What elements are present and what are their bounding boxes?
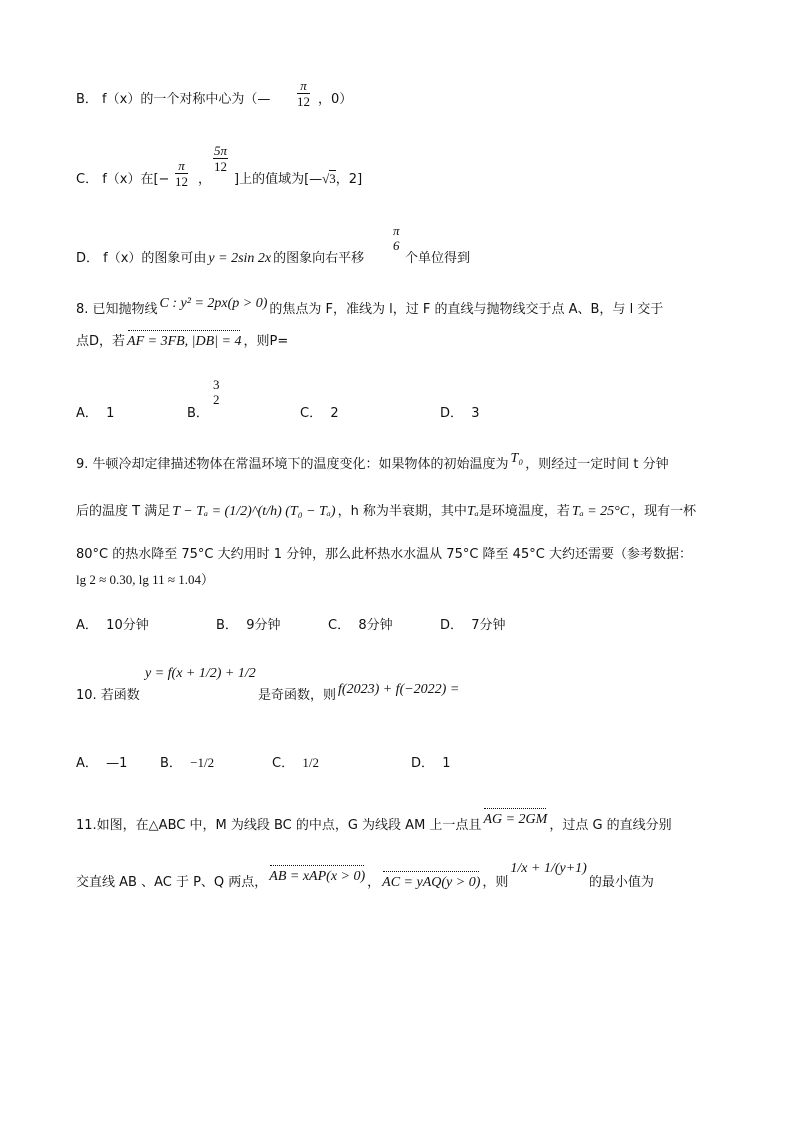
q10-choice-c: C． 1/2 [272,755,319,771]
q9-choice-c: C． 8分钟 [328,618,393,633]
q10-choice-d: D． 1 [411,756,451,771]
q9-line4: lg 2 ≈ 0.30, lg 11 ≈ 1.04） [76,572,215,587]
q9-choice-b: B． 9分钟 [216,618,281,633]
option-b: B． f（x）的一个对称中心为（— [76,92,271,107]
q8-line2: 点D，若 AF = 3FB, |DB| = 4 ，则P= [76,334,289,349]
fraction-pi-6: π 6 [393,223,400,253]
q8-choice-d: D． 3 [440,406,480,421]
q10-formula1: y = f(x + 1/2) + 1/2 [145,666,256,681]
fraction-pi-12: $\frac{\pi}{12}$ [297,78,310,109]
q10-line1: 10. 若函数 [76,688,140,703]
q11-line2: 交直线 AB 、AC 于 P、Q 两点， AB = xAP(x > 0) ， AC = yAQ(y > 0) ，则1/x + 1/(y+1)的最小值为 [76,861,654,890]
option-d: D． f（x）的图象可由 y = 2sin 2x 的图象向右平移 [76,251,365,266]
q9-choice-a: A． 10分钟 [76,618,149,633]
option-d-tail: 个单位得到 [405,251,471,266]
q11-line1: 11.如图，在△ABC 中，M 为线段 BC 的中点，G 为线段 AM 上一点且 AG = 2GM ，过点 G 的直线分别 [76,812,672,833]
q10-choice-b: B． −1/2 [160,755,215,771]
option-b-tail: ，0） [318,92,353,107]
q8-choice-a: A． 1 [76,406,115,421]
q8-choice-b: B． [187,406,209,421]
q8-line1: 8. 已知抛物线 C : y² = 2px(p > 0) 的焦点为 F，准线为 l，过 F 的直线与抛物线交于点 A、B，与 l 交于 [76,296,664,317]
option-c-range: ]上的值域为[—√3，2] [234,171,363,187]
q9-line3: 80°C 的热水降至 75°C 大约用时 1 分钟，那么此杯热水水温从 75°C 降至 45°C 大约还需要（参考数据： [76,547,692,562]
option-c: C． f（x）在[− [76,172,170,187]
q8-fraction-3-2: 3 2 [213,377,220,407]
q8-choice-c: C． 2 [300,406,339,421]
option-c-sep: ， [198,172,212,187]
q10-choice-a: A． —1 [76,756,128,771]
q10-line1b: 是奇函数，则 f(2023) + f(−2022) = [258,682,460,703]
q9-line1: 9. 牛顿冷却定律描述物体在常温环境下的温度变化：如果物体的初始温度为 T₀ ，则经过一定时间 t 分钟 [76,451,669,472]
sqrt-symbol: √3 [322,171,336,186]
q9-line2: 后的温度 T 满足 T − Tₐ = (1/2)^(t/h) (T₀ − Tₐ) ，h 称为半衰期，其中Tₐ是环境温度，若 Tₐ = 25°C ，现有一杯 [76,504,697,519]
fraction-5pi-12: $\frac{5\pi}{12}$ [214,143,228,174]
fraction-pi-12-c: $\frac{\pi}{12}$ [175,158,188,189]
q9-choice-d: D． 7分钟 [440,618,506,633]
